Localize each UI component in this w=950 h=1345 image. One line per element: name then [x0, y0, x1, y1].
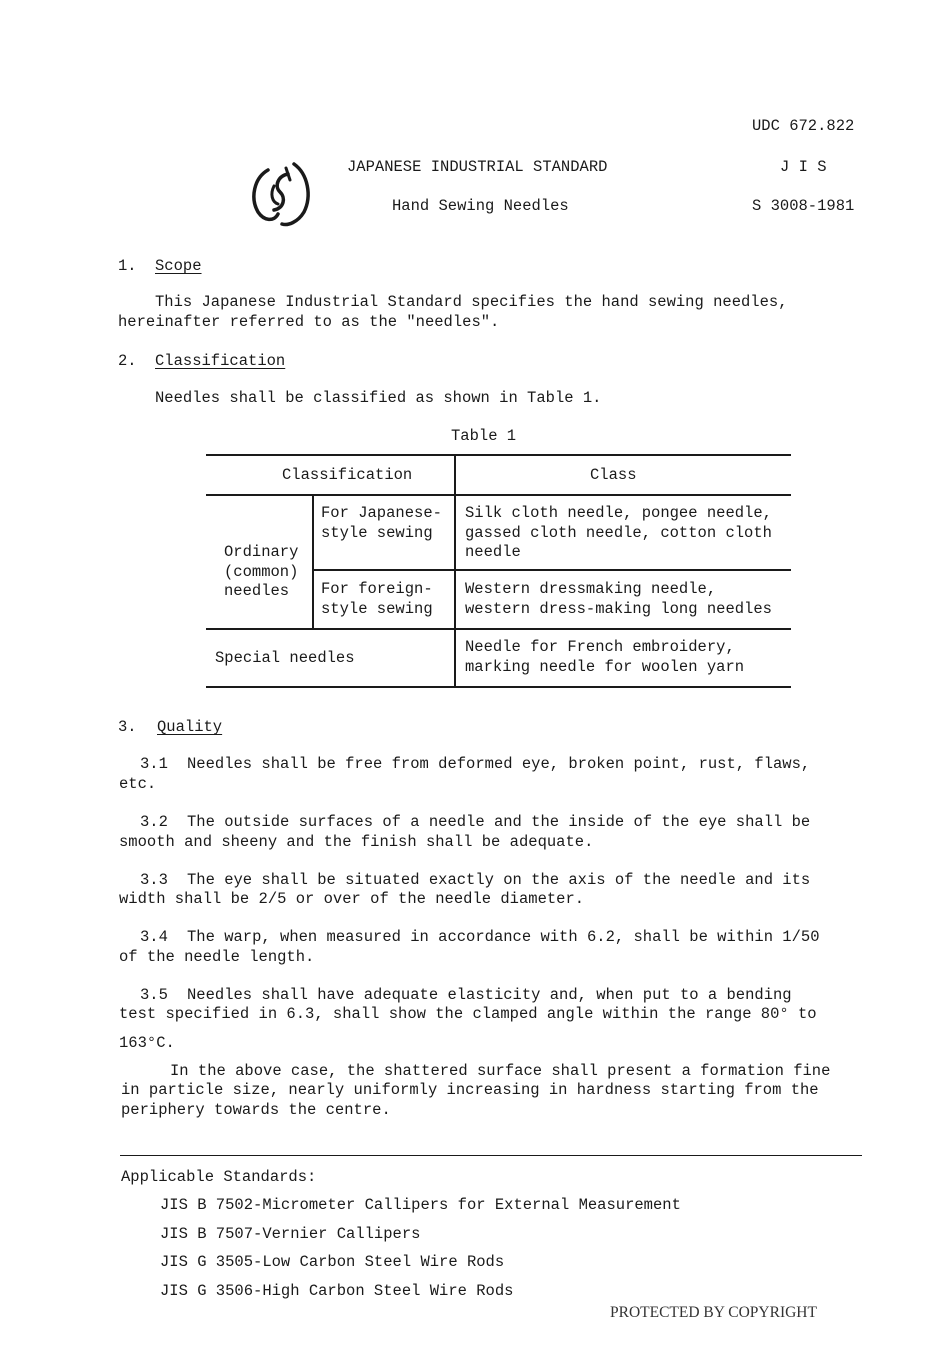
section-1-number: 1.	[118, 257, 137, 275]
clause-number: 3.3	[140, 871, 168, 889]
applicable-standard-item: JIS B 7502-Micrometer Callipers for External Measurement	[160, 1196, 681, 1214]
table-column-divider	[312, 494, 314, 629]
clause-text-continued: 163°C.	[119, 1034, 175, 1052]
japanese-style-cell: For Japanese- style sewing	[321, 504, 442, 542]
clause-text-continued: width shall be 2/5 or over of the needle diameter.	[119, 890, 585, 908]
special-needles-cell: Special needles	[215, 649, 355, 667]
ordinary-needles-cell: Ordinary (common) needles	[224, 543, 299, 600]
footnote-rule	[120, 1155, 862, 1156]
header-classification: Classification	[282, 466, 413, 484]
udc-number: UDC 672.822	[752, 117, 855, 135]
table-bottom-rule	[206, 686, 791, 688]
applicable-standard-item: JIS G 3505-Low Carbon Steel Wire Rods	[160, 1253, 505, 1271]
clause-text-continued: etc.	[119, 775, 157, 793]
classification-table	[206, 454, 791, 689]
clause-text: The outside surfaces of a needle and the inside of the eye shall be	[187, 813, 811, 831]
note-line: periphery towards the centre.	[121, 1101, 391, 1119]
foreign-style-cell: For foreign- style sewing	[321, 580, 433, 618]
clause-text: The eye shall be situated exactly on the axis of the needle and its	[187, 871, 811, 889]
japanese-classes-cell: Silk cloth needle, pongee needle, gassed cloth needle, cotton cloth needle	[465, 504, 772, 561]
clause-text: The warp, when measured in accordance with 6.2, shall be within 1/50	[187, 928, 820, 946]
note-line: in particle size, nearly uniformly increasing in hardness starting from the	[121, 1081, 819, 1099]
applicable-standard-item: JIS B 7507-Vernier Callipers	[160, 1225, 421, 1243]
table-row-rule	[206, 628, 791, 630]
document-subject: Hand Sewing Needles	[392, 197, 569, 215]
clause-text: Needles shall have adequate elasticity and, when put to a bending	[187, 986, 792, 1004]
table-caption: Table 1	[451, 427, 517, 445]
applicable-standards-heading: Applicable Standards:	[121, 1168, 317, 1186]
section-2-title: Classification	[155, 352, 286, 370]
clause-number: 3.4	[140, 928, 168, 946]
scope-text-line-2: hereinafter referred to as the "needles".	[118, 313, 500, 331]
org-title: JAPANESE INDUSTRIAL STANDARD	[347, 158, 608, 176]
clause-number: 3.2	[140, 813, 168, 831]
foreign-classes-cell: Western dressmaking needle, western dress-making long needles	[465, 580, 772, 618]
scope-text-line-1: This Japanese Industrial Standard specifies the hand sewing needles,	[155, 293, 788, 311]
jis-mark-logo-icon	[248, 158, 314, 228]
section-2-number: 2.	[118, 352, 137, 370]
standard-number: S 3008-1981	[752, 197, 855, 215]
section-1-title: Scope	[155, 257, 202, 275]
clause-text: Needles shall be free from deformed eye, broken point, rust, flaws,	[187, 755, 811, 773]
section-3-number: 3.	[118, 718, 137, 736]
table-header-rule	[206, 494, 791, 496]
table-top-rule	[206, 454, 791, 456]
special-classes-cell: Needle for French embroidery, marking needle for woolen yarn	[465, 638, 745, 676]
table-column-divider	[454, 454, 456, 688]
clause-number: 3.1	[140, 755, 168, 773]
applicable-standard-item: JIS G 3506-High Carbon Steel Wire Rods	[160, 1282, 514, 1300]
clause-number: 3.5	[140, 986, 168, 1004]
table-row-rule	[312, 569, 791, 571]
clause-text-continued: of the needle length.	[119, 948, 315, 966]
note-line: In the above case, the shattered surface shall present a formation fine	[170, 1062, 831, 1080]
jis-mark: J I S	[780, 158, 827, 176]
classification-intro: Needles shall be classified as shown in Table 1.	[155, 389, 602, 407]
copyright-notice: PROTECTED BY COPYRIGHT	[610, 1304, 817, 1321]
clause-text-continued: smooth and sheeny and the finish shall be adequate.	[119, 833, 594, 851]
section-3-title: Quality	[157, 718, 223, 736]
clause-text-continued: test specified in 6.3, shall show the clamped angle within the range 80° to	[119, 1005, 817, 1023]
header-class: Class	[590, 466, 637, 484]
